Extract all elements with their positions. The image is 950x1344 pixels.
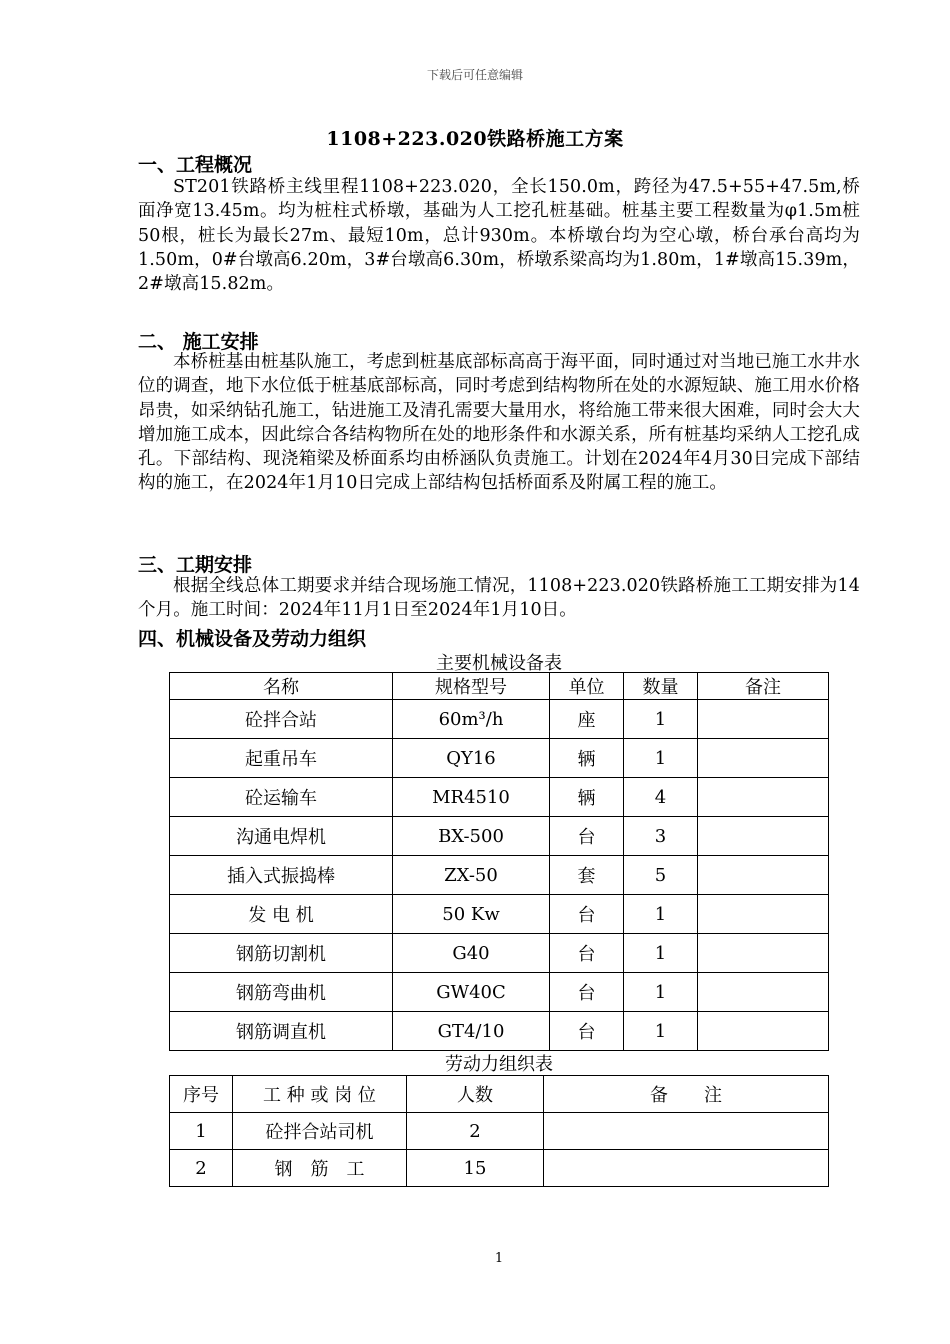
section-body-overview: ST201铁路桥主线里程1108+223.020，全长150.0m，跨径为47.5+55+47.5m,桥面净宽13.45m。均为桩柱式桥墩，基础为人工挖孔桩基础。桩基主要工程数量为φ1.5m桩50根，桩长为最长27m、最短10m，总计930m。本桥墩台均为空心墩，桥台承台高均为1.50m，0#台墩高6.20m，3#台墩高6.30m，桥墩系梁高均为1.80m，1#墩高15.39m，2#墩高15.82m。: [138, 177, 860, 295]
table-row: [170, 739, 829, 778]
machine-qty: 1: [624, 700, 698, 739]
machine-name: 沟通电焊机: [170, 817, 393, 856]
machine-unit: 台: [550, 817, 624, 856]
section-heading-schedule: 三、工期安排: [138, 554, 253, 576]
machine-spec: GW40C: [393, 973, 550, 1012]
machine-col-spec: 规格型号: [393, 673, 550, 700]
machine-unit: 台: [550, 973, 624, 1012]
machine-qty: 1: [624, 895, 698, 934]
machine-remark: [698, 778, 829, 817]
machine-qty: 3: [624, 817, 698, 856]
machine-qty: 1: [624, 973, 698, 1012]
header-note: 下载后可任意编辑: [426, 68, 523, 82]
machine-qty: 1: [624, 739, 698, 778]
machine-col-name: 名称: [170, 673, 393, 700]
machine-unit: 台: [550, 895, 624, 934]
section-body-arrangement: 本桥桩基由桩基队施工，考虑到桩基底部标高高于海平面，同时通过对当地已施工水井水位的调查，地下水位低于桩基底部标高，同时考虑到结构物所在处的水源短缺、施工用水价格昂贵，如采纳钻孔施工，钻进施工及清孔需要大量用水，将给施工带来很大困难，同时会大大增加施工成本，因此综合各结构物所在处的地形条件和水源关系，所有桩基均采纳人工挖孔成孔。下部结构、现浇箱梁及桥面系均由桥涵队负责施工。计划在2024年4月30日完成下部结构的施工，在2024年1月10日完成上部结构包括桥面系及附属工程的施工。: [138, 352, 860, 494]
machine-table-header: [170, 673, 829, 700]
machine-unit: 辆: [550, 739, 624, 778]
labor-count: 2: [407, 1113, 544, 1150]
table-row: [170, 817, 829, 856]
machine-remark: [698, 700, 829, 739]
machine-remark: [698, 817, 829, 856]
labor-table: [169, 1075, 829, 1187]
machine-unit: 台: [550, 1012, 624, 1051]
machine-qty: 1: [624, 1012, 698, 1051]
machine-spec: QY16: [393, 739, 550, 778]
machine-name: 砼拌合站: [170, 700, 393, 739]
table-row: [170, 778, 829, 817]
labor-count: 15: [407, 1150, 544, 1187]
section-heading-overview: 一、工程概况: [138, 154, 253, 176]
machine-remark: [698, 739, 829, 778]
machine-spec: GT4/10: [393, 1012, 550, 1051]
machine-spec: BX-500: [393, 817, 550, 856]
labor-col-index: 序号: [170, 1076, 233, 1113]
labor-col-remark: 备 注: [544, 1076, 829, 1113]
machine-unit: 座: [550, 700, 624, 739]
machine-unit: 套: [550, 856, 624, 895]
table-row: [170, 934, 829, 973]
machine-name: 发 电 机: [170, 895, 393, 934]
machine-name: 砼运输车: [170, 778, 393, 817]
machine-remark: [698, 856, 829, 895]
machine-spec: MR4510: [393, 778, 550, 817]
table-row: [170, 1012, 829, 1051]
labor-role: 钢 筋 工: [233, 1150, 407, 1187]
labor-col-count: 人数: [407, 1076, 544, 1113]
table-row: [170, 1150, 829, 1187]
machine-spec: G40: [393, 934, 550, 973]
labor-index: 2: [170, 1150, 233, 1187]
machine-remark: [698, 895, 829, 934]
machine-col-unit: 单位: [550, 673, 624, 700]
section-heading-arrangement: 二、 施工安排: [138, 331, 259, 353]
machine-remark: [698, 1012, 829, 1051]
document-title: 1108+223.020铁路桥施工方案: [326, 128, 624, 150]
table-row: [170, 895, 829, 934]
machine-remark: [698, 973, 829, 1012]
labor-col-role: 工 种 或 岗 位: [233, 1076, 407, 1113]
machine-qty: 1: [624, 934, 698, 973]
machine-name: 钢筋弯曲机: [170, 973, 393, 1012]
page-number: 1: [494, 1251, 504, 1266]
machine-qty: 4: [624, 778, 698, 817]
table-row: [170, 856, 829, 895]
table-row: [170, 1113, 829, 1150]
labor-role: 砼拌合站司机: [233, 1113, 407, 1150]
machine-spec: ZX-50: [393, 856, 550, 895]
machine-table-caption: 主要机械设备表: [436, 653, 562, 674]
machine-name: 钢筋切割机: [170, 934, 393, 973]
section-heading-equipment: 四、机械设备及劳动力组织: [138, 628, 367, 650]
machine-name: 起重吊车: [170, 739, 393, 778]
labor-remark: [544, 1150, 829, 1187]
labor-remark: [544, 1113, 829, 1150]
machine-qty: 5: [624, 856, 698, 895]
section-body-schedule: 根据全线总体工期要求并结合现场施工情况，1108+223.020铁路桥施工工期安排为14个月。施工时间：2024年11月1日至2024年1月10日。: [138, 576, 860, 621]
machine-name: 插入式振捣棒: [170, 856, 393, 895]
table-row: [170, 700, 829, 739]
machine-unit: 台: [550, 934, 624, 973]
machine-remark: [698, 934, 829, 973]
labor-table-caption: 劳动力组织表: [445, 1054, 553, 1075]
machine-table: [169, 672, 829, 1051]
labor-index: 1: [170, 1113, 233, 1150]
machine-unit: 辆: [550, 778, 624, 817]
machine-col-qty: 数量: [624, 673, 698, 700]
machine-name: 钢筋调直机: [170, 1012, 393, 1051]
machine-spec: 60m³/h: [393, 700, 550, 739]
machine-spec: 50 Kw: [393, 895, 550, 934]
labor-table-header: [170, 1076, 829, 1113]
machine-col-remark: 备注: [698, 673, 829, 700]
table-row: [170, 973, 829, 1012]
